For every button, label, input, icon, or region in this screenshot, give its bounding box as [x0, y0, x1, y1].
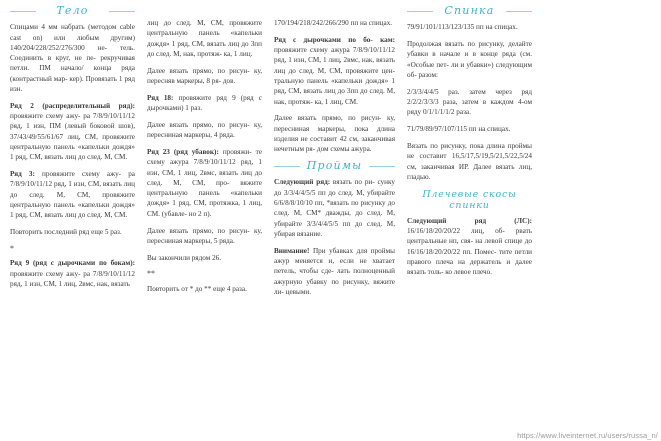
paragraph — [147, 147, 262, 219]
paragraph-lead: Следующий ряд (ЛС): — [407, 216, 532, 225]
section-heading-proymy: Проймы — [274, 161, 395, 171]
paragraph: Далее вязать прямо, по рисун- ку, пересняв маркеры, 8 ря- дов. — [147, 66, 262, 85]
paragraph: Повторить от * до ** еще 4 раза. — [147, 284, 247, 293]
double-asterisk-marker: ** — [147, 269, 155, 279]
paragraph-body: провяжите ряд 9 (ряд с дырочками) 1 раз. — [147, 93, 263, 113]
paragraph-body: провяжите схему ажу- ра 7/8/9/10/11/12 ряд, 1 изн, ПМ (левый боковой шов), 37/43/49/55/61/67 лиц, СМ, провяжите центральную панель «капельки дождя» 1 ряд, СМ, вязать лиц до след. М, СМ. — [10, 112, 135, 162]
column-top-spacer — [147, 4, 262, 18]
paragraph — [147, 93, 262, 114]
paragraph: Вы закончили рядом 26. — [147, 253, 222, 262]
section-heading-spinka: Спинка — [407, 6, 532, 16]
paragraph-lead: Ряд с дырочками по бо- кам: — [274, 35, 395, 44]
paragraph-body: провяжите схему ажура 7/8/9/10/11/12 ряд, 1 изн, СМ, 1 лиц, 2вмс, нак, вязать лиц до след. М, СМ, провяжите цен- тральную панель «капельки дождя» 1 ряд, СМ, вязать лиц до 3пп до след. М, нак, протяж- ка, 1 лиц, СМ. — [274, 46, 395, 106]
paragraph-body: провяжите схему ажу- ра 7/8/9/10/11/12 ряд, 1 изн, СМ, вязать лиц до след. М, СМ, провяжите центральную панель «капельки дождя» 1 ряд, СМ, вязать лиц до след. М, СМ. — [10, 170, 136, 220]
paragraph-lead: Ряд 18: — [147, 93, 174, 102]
paragraph: Далее вязать прямо, по рисун- ку, пересниная маркеры, 4 ряда. — [147, 120, 262, 140]
paragraph — [10, 169, 135, 220]
paragraph-lead: Ряд 23 (ряд убавок): — [147, 147, 219, 156]
paragraph — [10, 101, 135, 163]
paragraph: лиц до след. М, СМ, провяжите центральную панель «капельки дождя» 1 ряд, СМ, вязать лиц до 3пп до след. М, нак, протяж- ка, 1 лиц. — [147, 19, 262, 58]
paragraph-lead: Ряд 9 (ряд с дырочками по бокам): — [10, 259, 135, 268]
paragraph — [274, 246, 395, 297]
paragraph-lead: Внимание! — [274, 246, 310, 255]
paragraph-lead: Следующий ряд: — [274, 178, 331, 187]
paragraph: 2/3/3/4/4/5 раз. затем через ряд 2/2/2/3/3/3 раза, затем в каждом 4-ом ряду 0/1/1/1/1/2 раза. — [407, 87, 532, 117]
watermark-url: https://www.liveinternet.ru/users/russa_n/ — [517, 431, 658, 440]
paragraph-body: 16/16/18/20/20/22 лиц, об- рвать центральные нп, свя- на левой спице до 16/16/18/20/20/22 пп. Помес- тите петли правого плеча на держатель и далее вязать толь- ко левое плечо. — [407, 226, 532, 277]
text-column-4 — [401, 4, 538, 441]
paragraph — [274, 35, 395, 107]
paragraph: Вязать по рисунку, пока длина проймы не составит 16,5/17,5/19,5/21,5/22,5/24 см, заканчивая ИР. Далее вязать лиц, гладью. — [407, 141, 532, 181]
paragraph: Спицами 4 мм набрать (методом cable cast on) или любым другим) 140/204/228/252/276/300 не- тель. Соединить в круг, не пе- рекручивая петли. ПМ начало/ конца ряда (контрастный мар- кер). Провязать 1 ряд изн. — [10, 23, 135, 94]
paragraph-body: провяжите схему ажу- ра 7/8/9/10/11/12 ряд, 1 изн, СМ, 1 лиц, 2вмс, нак, вязать — [10, 269, 135, 288]
paragraph: Продолжая вязать по рисунку, делайте убавки в начале и в конце ряда (см. «Особые пет- ли и убавки») следующим об- разом: — [407, 40, 532, 79]
paragraph: Повторить последний ряд еще 5 раз. — [10, 228, 122, 237]
paragraph — [274, 177, 395, 239]
paragraph: Далее вязать прямо, по рисун- ку, пересниная маркеры, пока длина изделия не составит 42 см, заканчивая нечетным ря- дом схемы ажура. — [274, 114, 395, 154]
column-top-spacer — [274, 4, 395, 18]
paragraph: Далее вязать прямо, по рисун- ку, пересниная маркеры, 5 ряда. — [147, 226, 262, 245]
section-heading-plechevye-skosy-spinki: Плечевые скосы спинки — [422, 188, 517, 211]
asterisk-marker: * — [10, 243, 14, 253]
paragraph: 79/91/101/113/123/135 пп на спицах. — [407, 23, 518, 32]
text-column-2 — [141, 4, 268, 441]
text-column-3 — [268, 4, 401, 441]
paragraph-lead: Ряд 3: — [10, 170, 35, 179]
section-heading-telo: Тело — [10, 6, 135, 16]
paragraph-body: провяжи- те схему ажура 7/8/9/10/11/12 ряд, 1 изн, СМ, 1 лиц, 2вмс, вязать лиц до след. М, СМ, про- вяжите центральную панель «капельки дождя» 1 ряд, СМ, протяжка, 1 лиц, СМ. (убавле- но 2 п). — [147, 147, 262, 218]
paragraph: 71/79/89/97/107/115 пп на спицах. — [407, 125, 511, 134]
paragraph — [10, 258, 135, 289]
paragraph-lead: Ряд 2 (распределительный ряд): — [10, 101, 135, 110]
paragraph-body: вязать по ри- сунку до 3/3/4/4/5/5 пп до след. М, убирайте 6/6/8/8/10/10 пп, *вязать по рисунку до след. М, СМ* дважды, до след. М, убирайте 3/3/4/4/5/5 пп до след. М, убирая вязание. — [274, 178, 395, 238]
text-column-1 — [6, 4, 141, 441]
paragraph — [407, 216, 532, 278]
paragraph: 170/194/218/242/266/290 пп на спицах. — [274, 19, 393, 27]
paragraph-body: При убавках для проймы ажур меняется и, если не хватает петель, чтобы сде- лать полноценный ажурную убавку по рисунку, вяжите ли- цевыми. — [274, 246, 395, 296]
